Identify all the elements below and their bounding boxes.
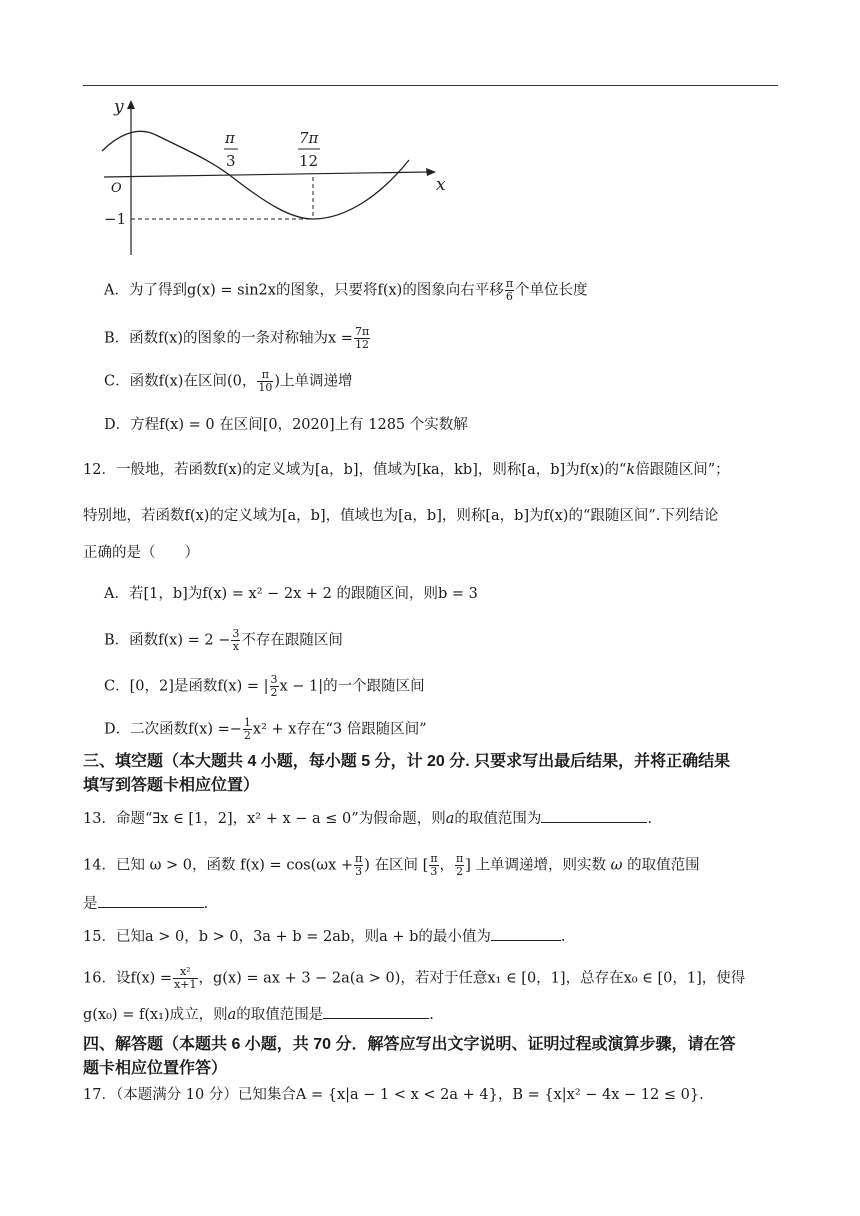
fraction: $\frac{\pi}{6}$ [505, 277, 514, 303]
q17: 17．（本题满分 10 分）已知集合A = {x|a − 1 < x < 2a + 4}，B = {x|x² − 4x − 12 ≤ 0}. [83, 1087, 704, 1103]
section4-heading-line2: 题卡相应位置作答） [83, 1060, 228, 1077]
q14-line2: 是 . [83, 893, 208, 915]
section4-heading-line1: 四、解答题（本题共 6 小题，共 70 分．解答应写出文字说明、证明过程或演算步骤，请在答 [83, 1036, 736, 1053]
q12-option-a: A．若[1，b]为f(x) = x² − 2x + 2 的跟随区间，则b = 3 [104, 586, 478, 602]
section3-heading-line1: 三、填空题（本大题共 4 小题，每小题 5 分，计 20 分. 只要求写出最后结果，并将正确结果 [83, 753, 731, 770]
tick-pi3-numerator: π [225, 129, 235, 147]
tick-7pi12-denominator: 12 [299, 152, 319, 170]
q16-line1: 16．设f(x) = $\frac{\text{x²}}{x+1}$ ，g(x) = ax + 3 − 2a(a > 0)，若对于任意x₁ ∈ [0，1]，总存在x₀ ∈ [0，1]，使得 [83, 965, 746, 991]
origin-label: O [111, 181, 122, 196]
answer-blank [98, 893, 204, 908]
function-graph [96, 95, 456, 265]
fraction: $\frac{\pi}{3}$ [430, 852, 438, 878]
q11-option-b: B．函数f(x)的图象的一条对称轴为x = $\frac{7\pi}{12}$ [104, 325, 370, 351]
q12-stem-line1: 12．一般地，若函数f(x)的定义域为[a，b]，值域为[ka，kb]，则称[a，b]为f(x)的“k倍跟随区间”； [83, 462, 730, 478]
q11-option-c: C．函数f(x)在区间(0， $\frac{\pi}{10}$ )上单调递增 [104, 368, 353, 394]
x-axis-label: x [436, 175, 446, 195]
tick-7pi12-numerator: 7π [299, 129, 319, 147]
q11-option-d: D．方程f(x) = 0 在区间[0，2020]上有 1285 个实数解 [104, 417, 468, 433]
q12-option-c: C．[0，2]是函数f(x) = | $\frac{3}{2}$ x − 1|的一个跟随区间 [104, 673, 425, 699]
answer-blank [541, 808, 647, 823]
fraction: $\frac{7\pi}{12}$ [354, 325, 370, 351]
answer-blank [491, 926, 561, 941]
fraction: $\frac{1}{2}$ [243, 716, 251, 742]
top-rule [83, 85, 778, 86]
q12-stem-line3: 正确的是（ ） [83, 545, 199, 561]
q16-line2: g(x₀) = f(x₁)成立，则a的取值范围是 . [83, 1004, 434, 1026]
y-axis-arrow [127, 100, 135, 109]
q12-option-d: D．二次函数f(x) =− $\frac{1}{2}$ x² + x存在“3 倍跟随区间” [104, 716, 427, 742]
x-axis [104, 172, 428, 177]
answer-blank [323, 1004, 429, 1019]
y-tick-minus-one: −1 [104, 210, 127, 228]
fraction: $\frac{\pi}{10}$ [258, 368, 273, 394]
fraction: $\frac{3}{x}$ [232, 627, 240, 653]
q12-stem-line2: 特别地，若函数f(x)的定义域为[a，b]，值域也为[a，b]，则称[a，b]为f(x)的“跟随区间”.下列结论 [83, 508, 719, 524]
x-axis-arrow [426, 168, 436, 176]
q11-a-g: g(x) = sin2x [186, 282, 276, 299]
q13: 13．命题“∃x ∈ [1，2]，x² + x − a ≤ 0”为假命题，则a的取值范围为 . [83, 808, 652, 830]
q12-option-b: B．函数f(x) = 2 − $\frac{3}{x}$ 不存在跟随区间 [104, 627, 343, 653]
fraction: $\frac{3}{2}$ [270, 673, 278, 699]
q15: 15．已知a > 0，b > 0，3a + b = 2ab，则a + b的最小值为 . [83, 926, 566, 948]
q11-option-a: A．为了得到g(x) = sin2x的图象，只要将f(x)的图象向右平移 $\frac{\pi}{6}$ 个单位长度 [104, 277, 588, 303]
section3-heading-line2: 填写到答题卡相应位置） [83, 777, 260, 794]
fraction: $\frac{\pi}{3}$ [355, 852, 363, 878]
q14-line1: 14．已知 ω > 0，函数 f(x) = cos(ωx + $\frac{\pi}{3}$ ) 在区间 [ $\frac{\pi}{3}$ ， $\frac{\pi}{2}$ ] 上单调递增，则实数 ω 的取值范围 [83, 852, 700, 878]
fraction: $\frac{\text{x²}}{x+1}$ [174, 965, 197, 991]
y-axis-label: y [114, 97, 124, 117]
fraction: $\frac{\pi}{2}$ [456, 852, 464, 878]
tick-pi3-denominator: 3 [226, 152, 236, 170]
